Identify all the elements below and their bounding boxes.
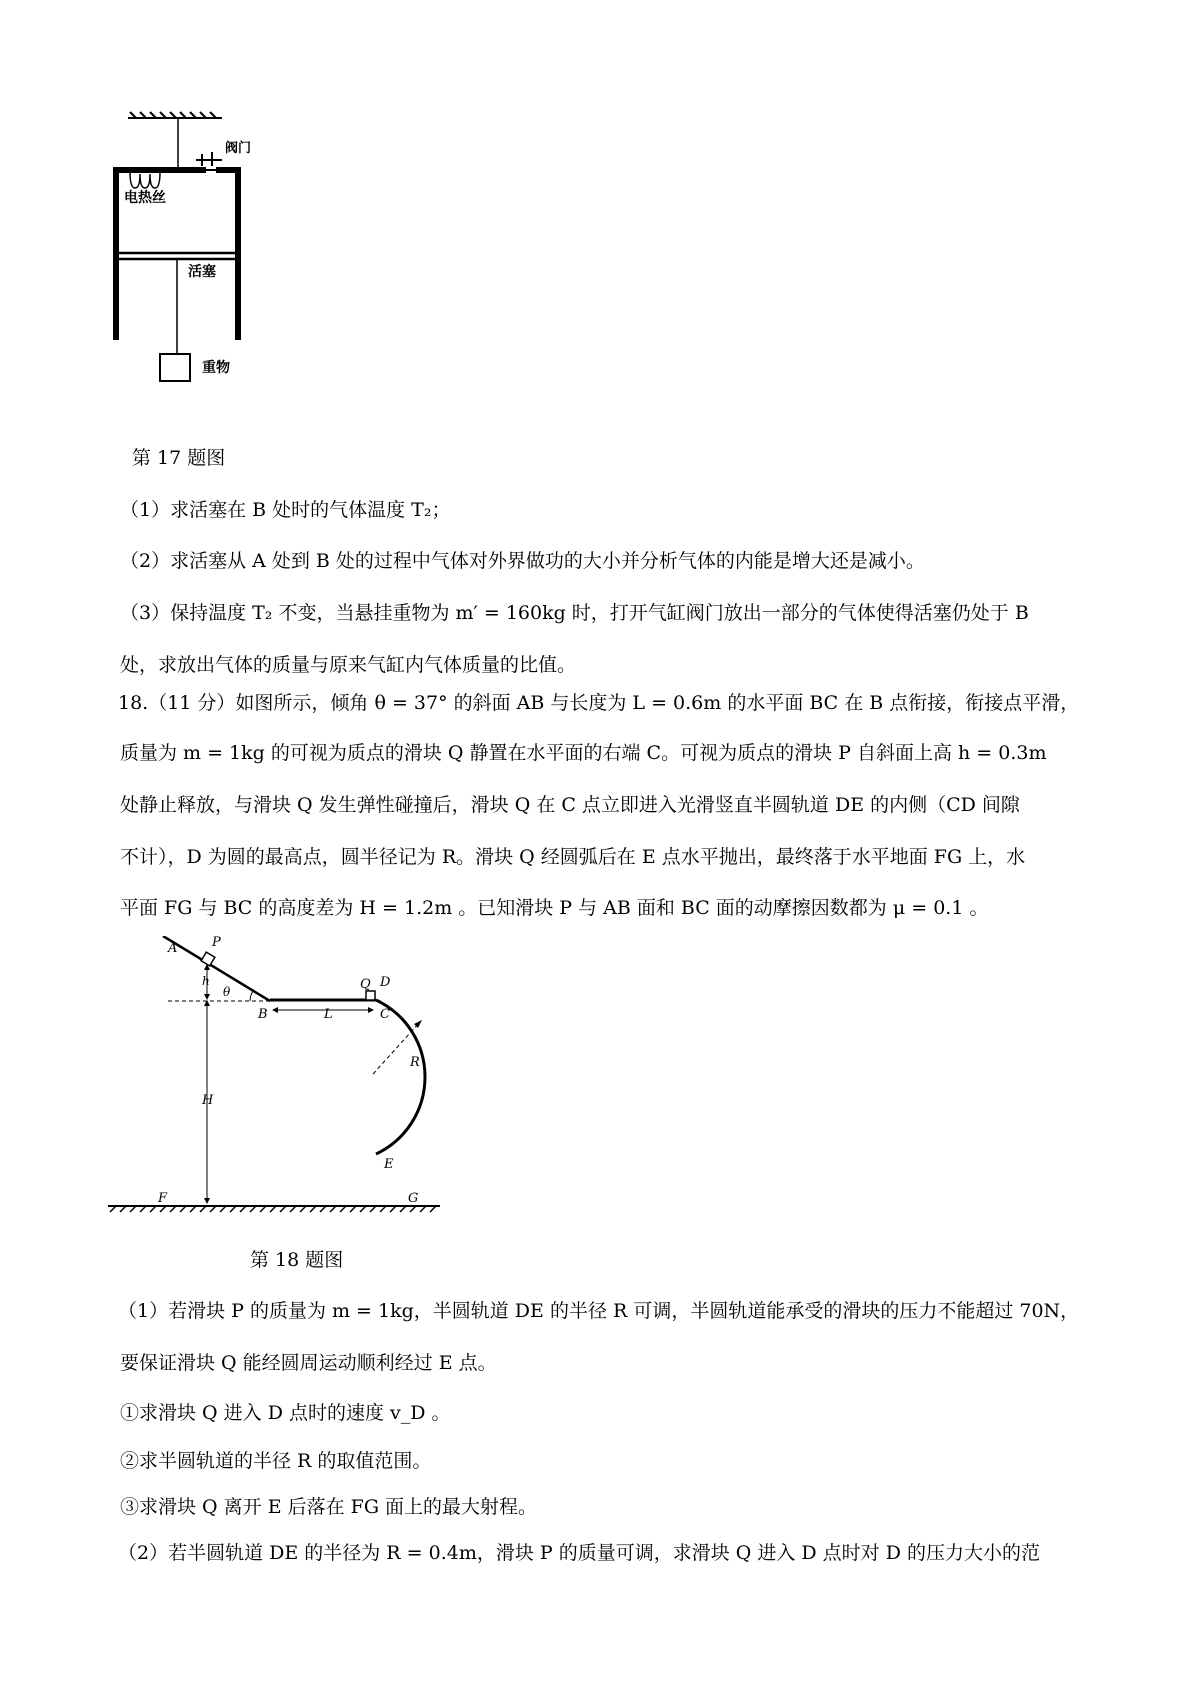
q17-part3-line1: （3）保持温度 T₂ 不变，当悬挂重物为 m′ = 160kg 时，打开气缸阀门放出一部分的气体使得活塞仍处于 B [120,602,1029,624]
q18-line5: 平面 FG 与 BC 的高度差为 H = 1.2m 。已知滑块 P 与 AB 面和 BC 面的动摩擦因数都为 μ = 0.1 。 [120,897,989,919]
q18-line3: 处静止释放，与滑块 Q 发生弹性碰撞后，滑块 Q 在 C 点立即进入光滑竖直半圆轨道 DE 的内侧（CD 间隙 [120,794,1020,816]
label-B: B [258,1007,268,1022]
figure-18-track-diagram [108,936,488,1218]
heater-label: 电热丝 [124,190,166,206]
label-F: F [158,1191,168,1206]
q18-p1-line1: （1）若滑块 P 的质量为 m = 1kg，半圆轨道 DE 的半径 R 可调，半圆轨道能承受的滑块的压力不能超过 70N， [118,1300,1080,1322]
label-E: E [384,1157,394,1172]
q17-part3-line2: 处，求放出气体的质量与原来气缸内气体质量的比值。 [120,654,577,676]
label-A: A [168,941,178,956]
q18-line4: 不计），D 为圆的最高点，圆半径记为 R。滑块 Q 经圆弧后在 E 点水平抛出，最终落于水平地面 FG 上，水 [120,846,1026,868]
label-G: G [408,1191,419,1206]
label-R: R [410,1055,420,1070]
figure-18-caption: 第 18 题图 [250,1249,344,1271]
label-h: h [202,974,210,988]
figure-17-cylinder-diagram [110,108,280,420]
valve-label: 阀门 [225,141,252,156]
q18-p2: （2）若半圆轨道 DE 的半径为 R = 0.4m，滑块 P 的质量可调，求滑块 Q 进入 D 点时对 D 的压力大小的范 [118,1542,1040,1564]
q18-sub1: ①求滑块 Q 进入 D 点时的速度 v_D 。 [120,1402,451,1424]
weight-label: 重物 [202,360,230,376]
label-Q: Q [360,977,371,992]
figure-17-caption: 第 17 题图 [132,447,226,469]
q18-p1-line2: 要保证滑块 Q 能经圆周运动顺利经过 E 点。 [120,1352,497,1374]
q18-sub2: ②求半圆轨道的半径 R 的取值范围。 [120,1450,432,1472]
label-P: P [212,936,221,950]
label-L: L [324,1007,333,1022]
label-D: D [380,975,391,990]
piston-label: 活塞 [188,264,216,280]
q18-sub3: ③求滑块 Q 离开 E 后落在 FG 面上的最大射程。 [120,1496,538,1518]
label-theta: θ [223,985,231,999]
q18-line1: 18.（11 分）如图所示，倾角 θ = 37° 的斜面 AB 与长度为 L = 0.6m 的水平面 BC 在 B 点衔接，衔接点平滑， [118,692,1080,714]
q18-line2: 质量为 m = 1kg 的可视为质点的滑块 Q 静置在水平面的右端 C。可视为质点的滑块 P 自斜面上高 h = 0.3m [120,742,1047,764]
q17-part1: （1）求活塞在 B 处时的气体温度 T₂； [120,499,451,521]
q17-part2: （2）求活塞从 A 处到 B 处的过程中气体对外界做功的大小并分析气体的内能是增大还是减小。 [120,550,925,572]
label-H: H [202,1093,214,1108]
label-C: C [380,1007,390,1022]
